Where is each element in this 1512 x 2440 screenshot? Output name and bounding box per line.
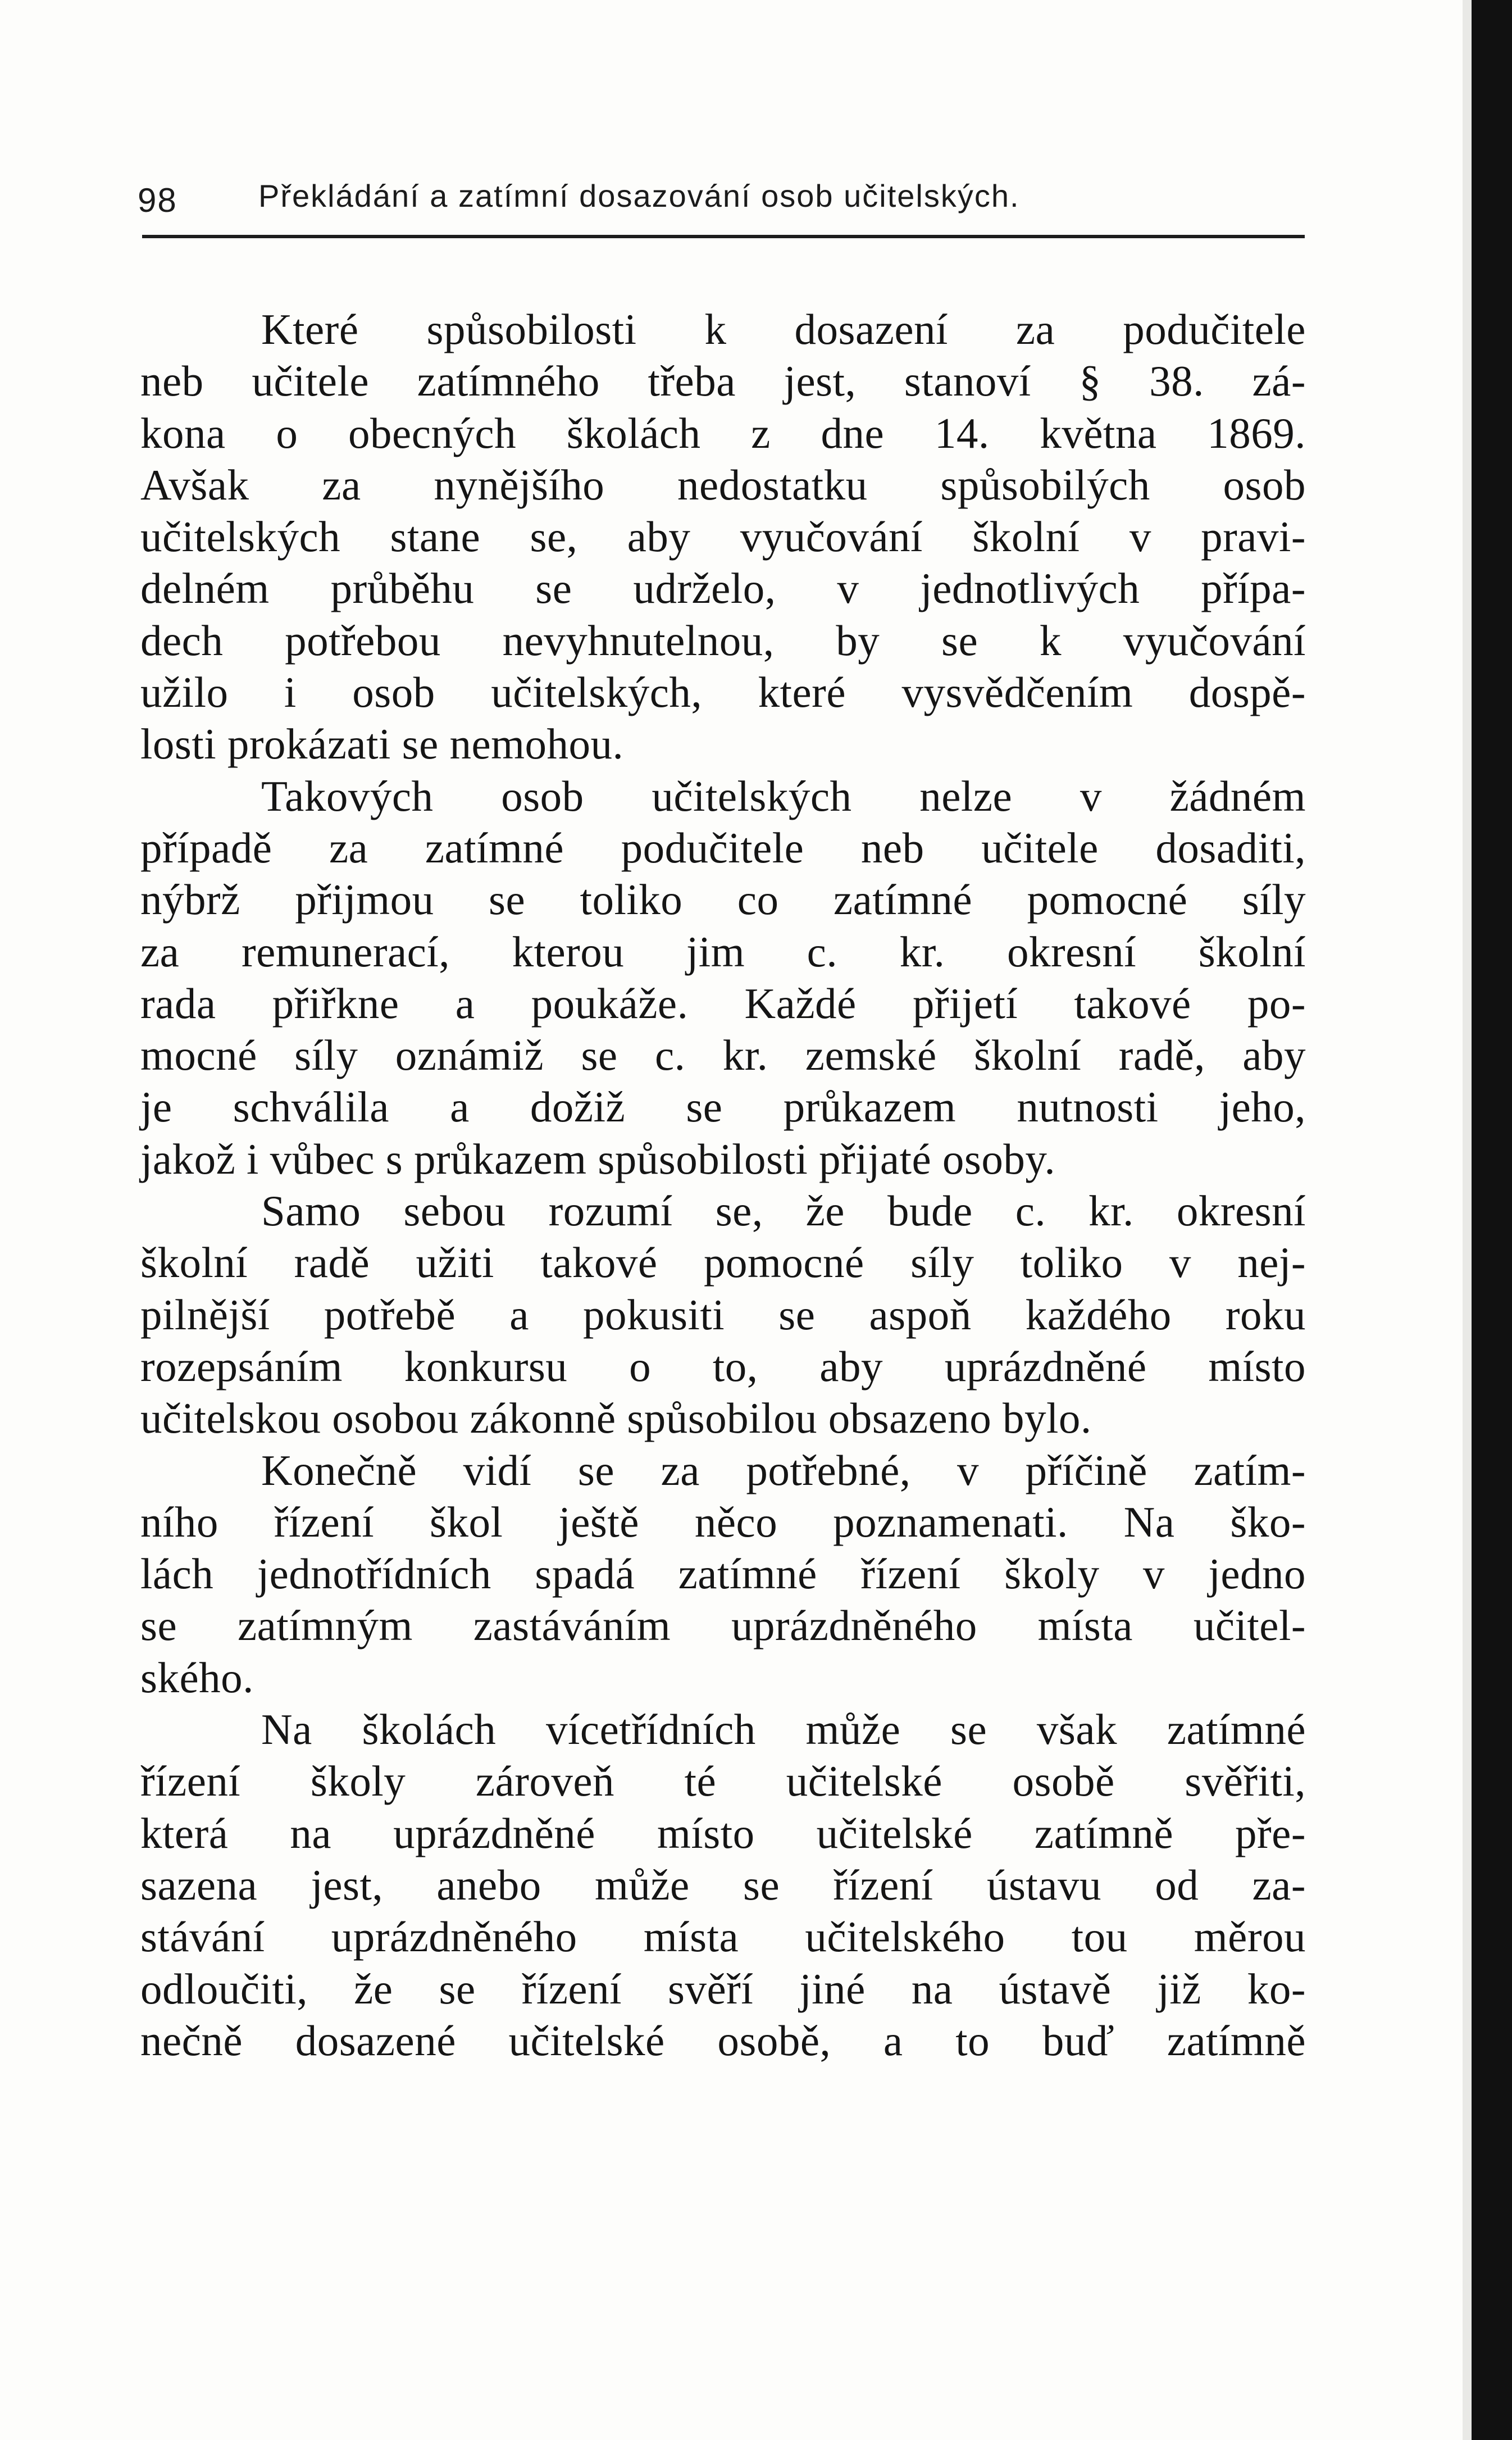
text-line: nečně dosazené učitelské osobě, a to buď zatímně <box>140 2016 1306 2065</box>
text-line: učitelskou osobou zákonně spůsobilou obsazeno bylo. <box>140 1394 1092 1443</box>
paragraph <box>140 1185 1306 1444</box>
text-line: užilo i osob učitelských, které vysvědčením dospě- <box>140 668 1306 717</box>
text-line: stávání uprázdněného místa učitelského tou měrou <box>140 1912 1306 1961</box>
header-rule <box>142 235 1305 238</box>
paragraph <box>140 1703 1306 2066</box>
text-line: pilnější potřebě a pokusiti se aspoň každého roku <box>140 1290 1306 1339</box>
body-text <box>140 303 1306 2066</box>
text-line: rada přiřkne a poukáže. Každé přijetí takové po- <box>140 979 1306 1028</box>
text-line: se zatímným zastáváním uprázdněného místa učitel- <box>140 1601 1306 1650</box>
text-line: řízení školy zároveň té učitelské osobě svěřiti, <box>140 1757 1306 1806</box>
text-line: za remunerací, kterou jim c. kr. okresní školní <box>140 927 1306 976</box>
text-line: dech potřebou nevyhnutelnou, by se k vyučování <box>140 616 1306 665</box>
page-number: 98 <box>138 181 177 219</box>
text-line: losti prokázati se nemohou. <box>140 720 624 769</box>
scan-border <box>1472 0 1512 2440</box>
paragraph <box>140 303 1306 770</box>
text-line: Na školách vícetřídních může se však zatímné <box>261 1705 1306 1754</box>
text-line: sazena jest, anebo může se řízení ústavu od za- <box>140 1860 1306 1909</box>
text-line: je schválila a dožiž se průkazem nutnosti jeho, <box>140 1083 1306 1132</box>
text-line: nýbrž přijmou se toliko co zatímné pomocné síly <box>140 875 1306 924</box>
running-header <box>138 169 1306 225</box>
page-edge-shadow <box>1463 0 1472 2440</box>
text-line: Samo sebou rozumí se, že bude c. kr. okresní <box>261 1187 1306 1235</box>
text-line: Takových osob učitelských nelze v žádném <box>261 771 1306 820</box>
text-line: školní radě užiti takové pomocné síly toliko v nej- <box>140 1238 1306 1287</box>
text-line: která na uprázdněné místo učitelské zatímně pře- <box>140 1809 1306 1857</box>
text-line: mocné síly oznámiž se c. kr. zemské školní radě, aby <box>140 1031 1306 1080</box>
text-line: odloučiti, že se řízení svěří jiné na ústavě již ko- <box>140 1964 1306 2013</box>
text-line: jakož i vůbec s průkazem spůsobilosti přijaté osoby. <box>140 1134 1056 1183</box>
text-line: rozepsáním konkursu o to, aby uprázdněné místo <box>140 1342 1306 1391</box>
text-line: učitelských stane se, aby vyučování školní v pravi- <box>140 512 1306 561</box>
running-title: Překládání a zatímní dosazování osob učitelských. <box>258 178 1020 213</box>
text-line: neb učitele zatímného třeba jest, stanoví § 38. zá- <box>140 357 1306 406</box>
text-line: Avšak za nynějšího nedostatku spůsobilých osob <box>140 460 1306 509</box>
text-line: ního řízení škol ještě něco poznamenati. Na ško- <box>140 1497 1306 1546</box>
text-line: případě za zatímné podučitele neb učitele dosaditi, <box>140 823 1306 872</box>
paragraph <box>140 770 1306 1185</box>
text-line: Konečně vidí se za potřebné, v příčině zatím- <box>261 1446 1306 1494</box>
text-line: Které spůsobilosti k dosazení za podučitele <box>261 305 1306 353</box>
text-line: kona o obecných školách z dne 14. května 1869. <box>140 408 1306 457</box>
paragraph <box>140 1444 1306 1703</box>
text-line: delném průběhu se udrželo, v jednotlivých přípa- <box>140 564 1306 613</box>
text-line: ského. <box>140 1653 254 1702</box>
text-line: lách jednotřídních spadá zatímné řízení školy v jedno <box>140 1550 1306 1598</box>
